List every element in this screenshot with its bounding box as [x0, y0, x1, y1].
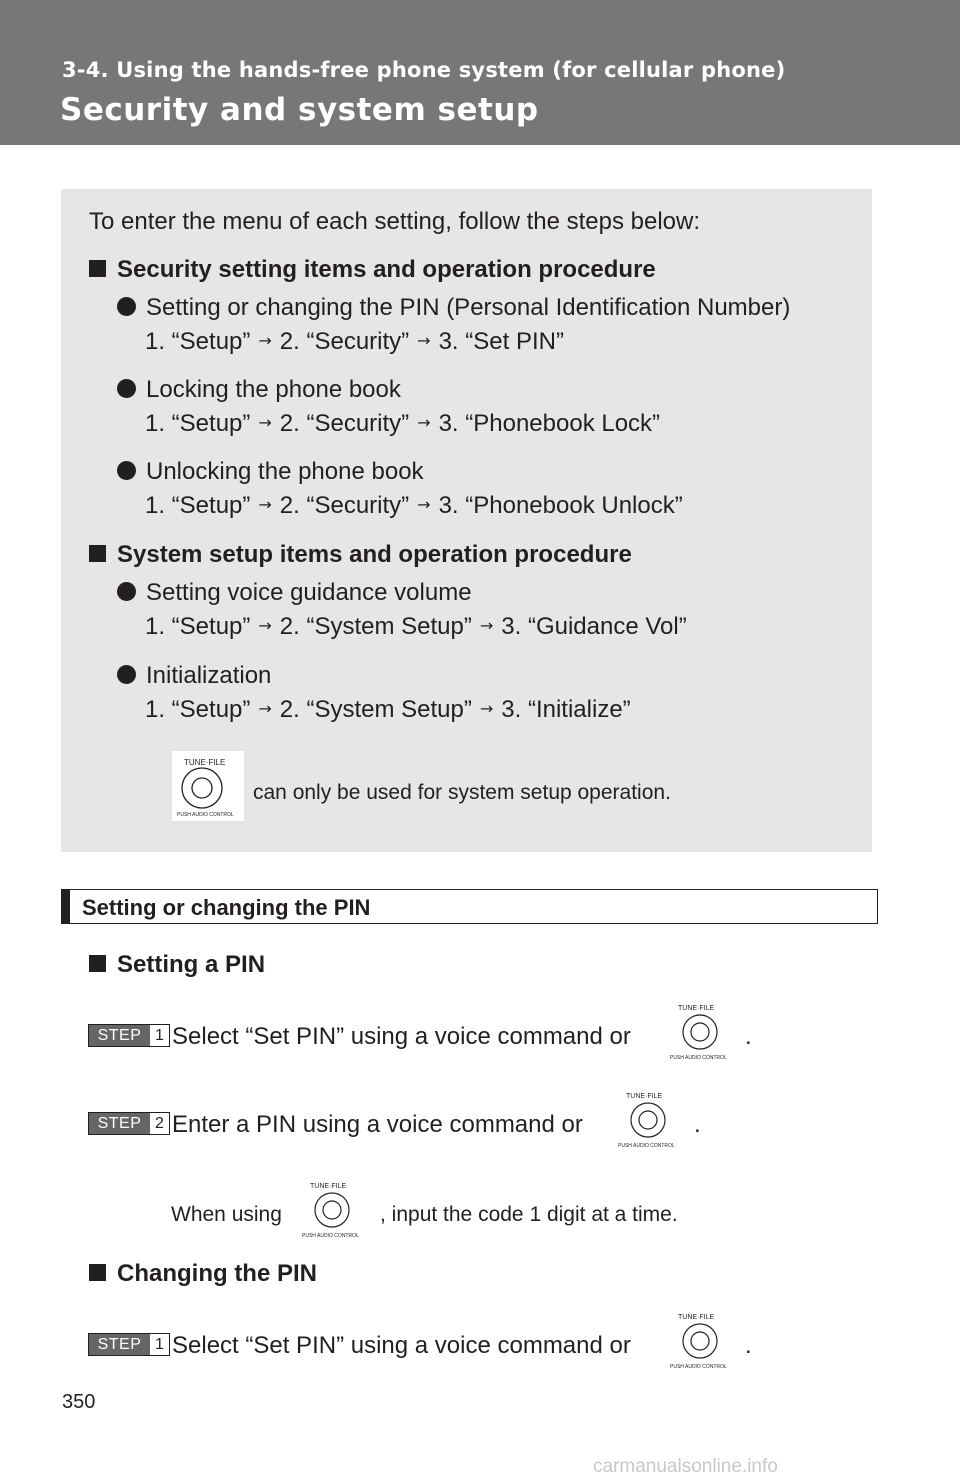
- section-label: 3-4. Using the hands-free phone system (for cellular phone): [62, 58, 786, 82]
- arrow-icon: →: [258, 616, 272, 635]
- tune-file-knob-icon: [302, 1178, 362, 1240]
- svg-text:PUSH AUDIO CONTROL: PUSH AUDIO CONTROL: [177, 812, 234, 818]
- security-item-unlock-title: Unlocking the phone book: [117, 460, 424, 484]
- svg-text:TUNE·FILE: TUNE·FILE: [678, 1314, 715, 1321]
- system-heading: System setup items and operation procedure: [89, 543, 632, 567]
- knob-note: can only be used for system setup operation.: [253, 781, 671, 804]
- change-step-1-period: .: [745, 1332, 752, 1359]
- step-1-text: Select “Set PIN” using a voice command or: [172, 1023, 631, 1050]
- security-item-lock-title: Locking the phone book: [117, 378, 401, 402]
- arrow-icon: →: [258, 495, 272, 514]
- intro-text: To enter the menu of each setting, follow the steps below:: [89, 208, 701, 235]
- step-1-badge: STEP 1: [88, 1333, 170, 1356]
- svg-text:TUNE·FILE: TUNE·FILE: [310, 1183, 347, 1190]
- tune-file-knob-icon: [670, 1309, 730, 1371]
- svg-text:PUSH AUDIO CONTROL: PUSH AUDIO CONTROL: [302, 1233, 359, 1239]
- tune-file-knob-icon: [172, 751, 244, 821]
- step-2-text: Enter a PIN using a voice command or: [172, 1111, 583, 1138]
- circle-bullet-icon: [117, 665, 136, 684]
- svg-text:TUNE·FILE: TUNE·FILE: [678, 1005, 715, 1012]
- square-bullet-icon: [89, 1264, 106, 1281]
- circle-bullet-icon: [117, 582, 136, 601]
- arrow-icon: →: [479, 616, 494, 635]
- square-bullet-icon: [89, 545, 106, 562]
- arrow-icon: →: [479, 699, 494, 718]
- svg-text:PUSH AUDIO CONTROL: PUSH AUDIO CONTROL: [670, 1364, 727, 1370]
- tune-file-knob-icon: [618, 1088, 678, 1150]
- square-bullet-icon: [89, 260, 106, 277]
- watermark: carmanualsonline.info: [593, 1456, 778, 1477]
- step-2-badge: STEP 2: [88, 1112, 170, 1135]
- circle-bullet-icon: [117, 379, 136, 398]
- security-item-lock-path: 1. “Setup” → 2. “Security” → 3. “Phonebook Lock”: [145, 410, 661, 437]
- pin-section-header: [61, 889, 878, 924]
- arrow-icon: →: [258, 699, 272, 718]
- square-bullet-icon: [89, 955, 106, 972]
- arrow-icon: →: [417, 495, 431, 514]
- circle-bullet-icon: [117, 461, 136, 480]
- arrow-icon: →: [258, 413, 272, 432]
- step-2-period: .: [694, 1111, 701, 1138]
- step-1-period: .: [745, 1023, 752, 1050]
- security-item-pin-title: Setting or changing the PIN (Personal Identification Number): [117, 296, 790, 320]
- arrow-icon: →: [417, 413, 431, 432]
- pin-section-title: Setting or changing the PIN: [82, 895, 371, 920]
- step-1-badge: STEP 1: [88, 1024, 170, 1047]
- security-heading: Security setting items and operation procedure: [89, 258, 656, 282]
- arrow-icon: →: [258, 331, 272, 350]
- knob-note-before: When using: [171, 1203, 282, 1226]
- system-item-volume-path: 1. “Setup” → 2. “System Setup” → 3. “Guidance Vol”: [145, 613, 687, 640]
- tune-file-knob-icon: [670, 1000, 730, 1062]
- page-number: 350: [62, 1391, 96, 1413]
- header-band: [0, 0, 960, 145]
- changing-pin-heading: Changing the PIN: [89, 1262, 317, 1286]
- setting-pin-heading: Setting a PIN: [89, 953, 265, 977]
- svg-text:PUSH AUDIO CONTROL: PUSH AUDIO CONTROL: [618, 1143, 675, 1149]
- arrow-icon: →: [417, 331, 431, 350]
- security-item-unlock-path: 1. “Setup” → 2. “Security” → 3. “Phonebook Unlock”: [145, 492, 683, 519]
- page-title: Security and system setup: [60, 92, 539, 128]
- system-item-init-path: 1. “Setup” → 2. “System Setup” → 3. “Initialize”: [145, 696, 631, 723]
- change-step-1-text: Select “Set PIN” using a voice command or: [172, 1332, 631, 1359]
- security-item-pin-path: 1. “Setup” → 2. “Security” → 3. “Set PIN”: [145, 328, 564, 355]
- system-item-volume-title: Setting voice guidance volume: [117, 581, 472, 605]
- circle-bullet-icon: [117, 297, 136, 316]
- info-box: [61, 189, 872, 852]
- knob-note-after: , input the code 1 digit at a time.: [380, 1203, 678, 1226]
- svg-text:TUNE·FILE: TUNE·FILE: [626, 1093, 663, 1100]
- svg-text:TUNE·FILE: TUNE·FILE: [184, 758, 226, 767]
- svg-text:PUSH AUDIO CONTROL: PUSH AUDIO CONTROL: [670, 1055, 727, 1061]
- system-item-init-title: Initialization: [117, 664, 271, 688]
